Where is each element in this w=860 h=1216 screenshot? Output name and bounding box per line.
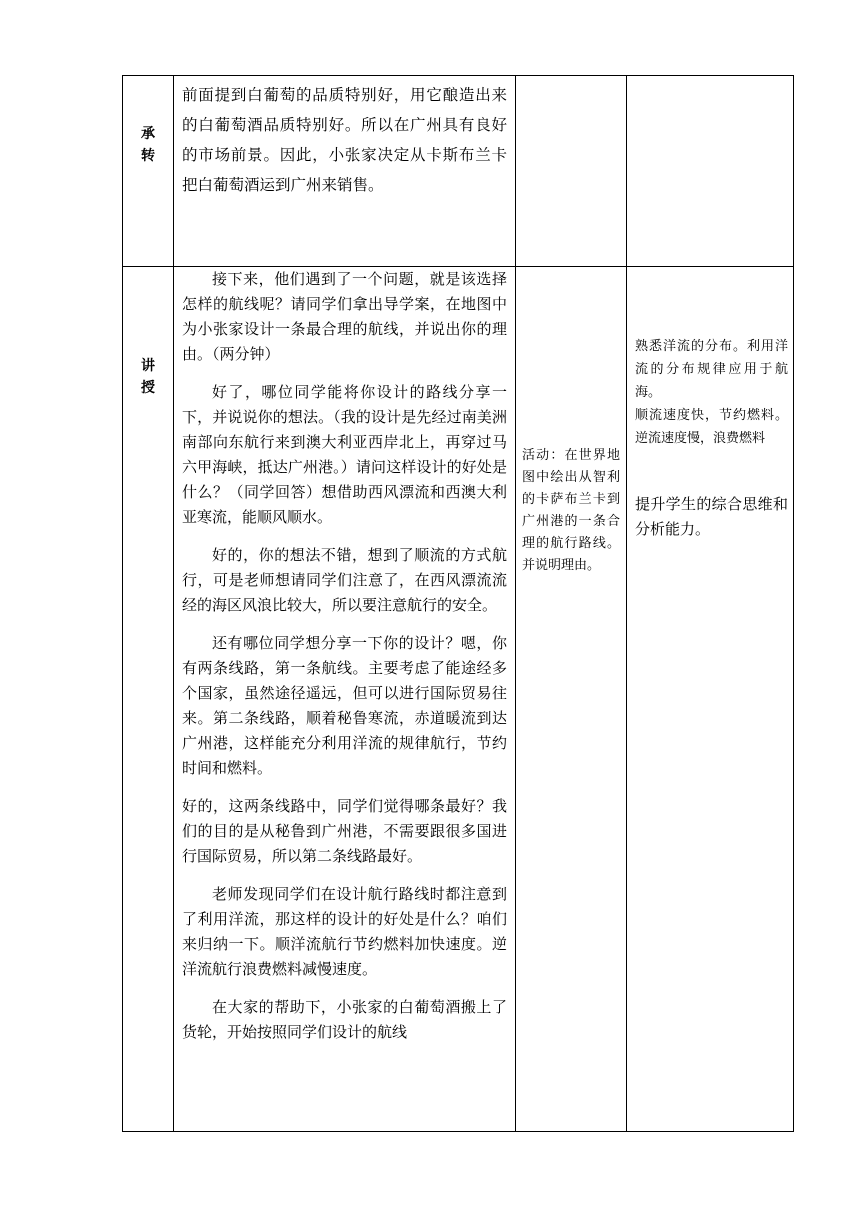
design-intent-cell [627, 267, 794, 1131]
row-label-cell [123, 267, 173, 1131]
row-label-char: 讲 [141, 358, 155, 374]
teaching-content-cell [174, 76, 515, 266]
row-label-cell [123, 76, 173, 266]
design-intent-text: 顺流速度快，节约燃料。逆流速度慢，浪费燃料 [635, 408, 788, 446]
content-paragraph: 接下来，他们遇到了一个问题，就是该选择怎样的航线呢？请同学们拿出导学案，在地图中为小张家设计一条最合理的航线，并说出你的理由。（两分钟） [182, 270, 507, 363]
content-paragraph: 好的，这两条线路中，同学们觉得哪条最好？我们的目的是从秘鲁到广州港，不需要跟很多国进行国际贸易，所以第二条线路最好。 [182, 797, 507, 865]
content-paragraph: 好了，哪位同学能将你设计的路线分享一下，并说说你的想法。（我的设计是先经过南美洲南部向东航行来到澳大利亚西岸北上，再穿过马六甲海峡，抵达广州港。）请问这样设计的好处是什么？（同学回答）想借助西风漂流和西澳大利亚寒流，能顺风顺水。 [182, 383, 507, 526]
design-intent-text: 熟悉洋流的分布。利用洋流的分布规律应用于航海。 [635, 339, 788, 400]
student-activity-cell [516, 267, 626, 1131]
content-paragraph: 还有哪位同学想分享一下你的设计？嗯，你有两条线路，第一条航线。主要考虑了能途经多个国家，虽然途径遥远，但可以进行国际贸易往来。第二条线路，顺着秘鲁寒流，赤道暖流到达广州港，这样能充分利用洋流的规律航行，节约时间和燃料。 [182, 634, 507, 777]
design-intent-cell [627, 76, 794, 266]
content-paragraph: 前面提到白葡萄的品质特别好，用它酿造出来的白葡萄酒品质特别好。所以在广州具有良好的市场前景。因此，小张家决定从卡斯布兰卡把白葡萄酒运到广州来销售。 [182, 86, 507, 194]
content-paragraph: 老师发现同学们在设计航行路线时都注意到了利用洋流，那这样的设计的好处是什么？咱们来归纳一下。顺洋流航行节约燃料加快速度。逆洋流航行浪费燃料减慢速度。 [182, 885, 507, 978]
table-row-lecture [123, 267, 793, 1131]
activity-text: 活动：在世界地图中绘出从智利的卡萨布兰卡到广州港的一条合理的航行路线。并说明理由。 [522, 448, 620, 573]
row-label-char: 转 [141, 148, 155, 164]
student-activity-cell [516, 76, 626, 266]
table-row-transition [123, 76, 793, 267]
lesson-plan-table [122, 75, 794, 1132]
row-label-char: 承 [141, 126, 155, 142]
teaching-content-cell [174, 267, 515, 1131]
row-label-char: 授 [141, 380, 155, 396]
content-paragraph: 在大家的帮助下，小张家的白葡萄酒搬上了货轮，开始按照同学们设计的航线 [182, 998, 507, 1041]
design-intent-text: 提升学生的综合思维和分析能力。 [635, 495, 788, 538]
content-paragraph: 好的，你的想法不错，想到了顺流的方式航行，可是老师想请同学们注意了，在西风漂流流经的海区风浪比较大，所以要注意航行的安全。 [182, 546, 507, 614]
